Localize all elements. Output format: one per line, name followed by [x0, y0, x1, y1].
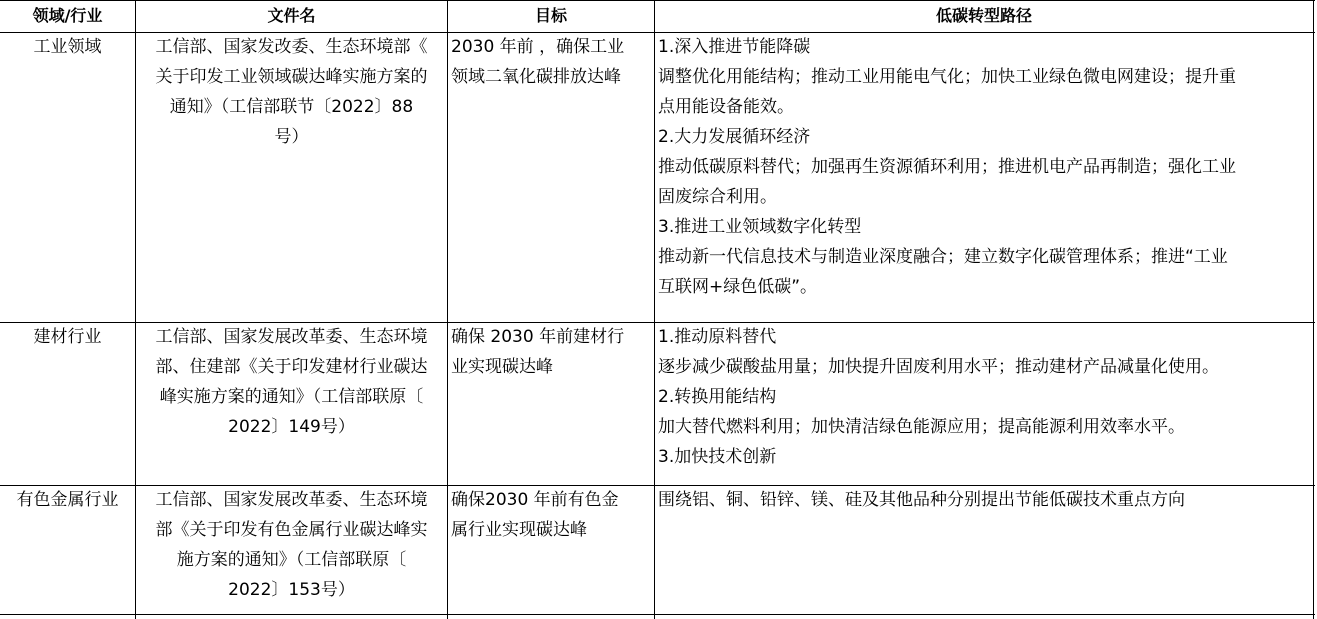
path-cell: [658, 322, 1312, 472]
field-cell: 工业领域: [33, 37, 102, 57]
path-line: 1.推动原料替代: [658, 327, 777, 347]
document-line: 工信部、国家发改委、生态环境部《: [155, 37, 428, 57]
path-line: 推动新一代信息技术与制造业深度融合；建立数字化碳管理体系；推进“工业: [658, 247, 1228, 267]
goal-line: 业实现碳达峰: [451, 357, 553, 377]
document-line: 工信部、国家发展改革委、生态环境: [155, 327, 428, 347]
path-cell: [658, 485, 1312, 515]
document-line: 部《关于印发有色金属行业碳达峰实: [155, 520, 428, 540]
header-field: 领域/行业: [32, 6, 103, 25]
document-line: 峰实施方案的通知》（工信部联原〔: [159, 387, 424, 407]
path-line: 2.转换用能结构: [658, 387, 777, 407]
path-line: 逐步减少碳酸盐用量；加快提升固废利用水平；推动建材产品减量化使用。: [658, 357, 1219, 377]
column-divider: [447, 0, 448, 619]
field-cell: 有色金属行业: [16, 490, 119, 510]
goal-line: 属行业实现碳达峰: [451, 520, 587, 540]
table-row: [0, 485, 135, 515]
path-line: 2.大力发展循环经济: [658, 127, 811, 147]
path-line: 围绕铝、铜、铅锌、镁、硅及其他品种分别提出节能低碳技术重点方向: [658, 490, 1185, 510]
column-divider: [654, 0, 655, 619]
document-line: 关于印发工业领域碳达峰实施方案的: [155, 67, 428, 87]
path-line: 1.深入推进节能降碳: [658, 37, 811, 57]
path-line: 固废综合利用。: [658, 187, 777, 207]
path-line: 推动低碳原料替代；加强再生资源循环利用；推进机电产品再制造；强化工业: [658, 157, 1236, 177]
document-line: 2022〕149号）: [228, 417, 355, 437]
column-divider: [1313, 0, 1314, 619]
goal-line: 确保 2030 年前建材行: [451, 327, 625, 347]
document-line: 施方案的通知》（工信部联原〔: [176, 550, 407, 570]
path-cell: [658, 32, 1312, 302]
document-line: 号）: [274, 127, 309, 147]
header-goal: 目标: [534, 6, 567, 25]
path-line: 互联网+绿色低碳”。: [658, 277, 818, 297]
goal-cell: [451, 322, 653, 382]
path-line: 3.加快技术创新: [658, 447, 777, 467]
field-cell: 建材行业: [33, 327, 102, 347]
path-line: 3.推进工业领域数字化转型: [658, 217, 862, 237]
goal-line: 确保2030 年前有色金: [451, 490, 619, 510]
header-document: 文件名: [267, 6, 316, 25]
goal-cell: [451, 485, 653, 545]
document-line: 部、住建部《关于印发建材行业碳达: [155, 357, 428, 377]
document-line: 通知》（工信部联节〔2022〕88: [169, 97, 414, 117]
goal-cell: [451, 32, 653, 92]
path-line: 点用能设备能效。: [658, 97, 794, 117]
row-divider: [0, 614, 1315, 615]
header-path: 低碳转型路径: [935, 6, 1032, 25]
path-line: 加大替代燃料利用；加快清洁绿色能源应用；提高能源利用效率水平。: [658, 417, 1185, 437]
document-cell: [136, 322, 447, 442]
goal-line: 领域二氧化碳排放达峰: [451, 67, 621, 87]
document-cell: [136, 485, 447, 605]
table-row: [0, 322, 135, 352]
document-cell: [136, 32, 447, 152]
document-line: 工信部、国家发展改革委、生态环境: [155, 490, 428, 510]
table-row: [0, 32, 135, 62]
goal-line: 2030 年前 ，确保工业: [451, 37, 625, 57]
path-line: 调整优化用能结构；推动工业用能电气化；加快工业绿色微电网建设；提升重: [658, 67, 1236, 87]
document-line: 2022〕153号）: [228, 580, 355, 600]
